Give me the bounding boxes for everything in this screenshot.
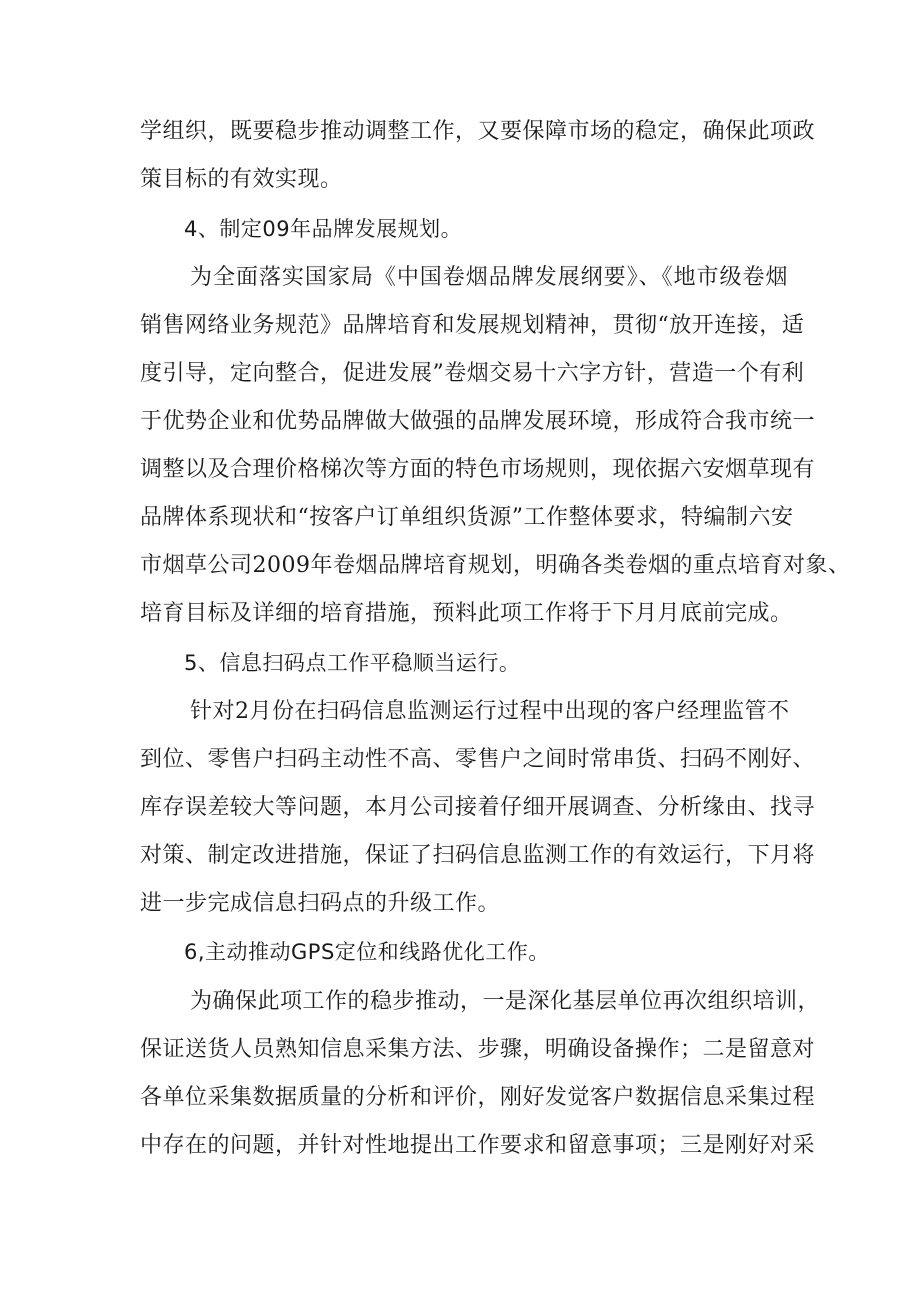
paragraph-line: 调整以及合理价格梯次等方面的特色市场规则，现依据六安烟草现有 [140, 457, 816, 482]
paragraph-line: 度引导，定向整合，促进发展”卷烟交易十六字方针，营造一个有利 [140, 361, 805, 386]
paragraph-line: 为确保此项工作的稳步推动，一是深化基层单位再次组织培训， [190, 989, 821, 1014]
paragraph-line: 对策、制定改进措施，保证了扫码信息监测工作的有效运行，下月将 [140, 843, 816, 868]
paragraph-line: 培育目标及详细的培育措施，预料此项工作将于下月月底前完成。 [140, 601, 793, 626]
paragraph-line: 策目标的有效实现。 [140, 167, 343, 192]
paragraph-line: 为全面落实国家局《中国卷烟品牌发展纲要》、《地市级卷烟 [190, 265, 788, 290]
paragraph-line: 各单位采集数据质量的分析和评价，刚好发觉客户数据信息采集过程 [140, 1085, 816, 1110]
paragraph-line: 品牌体系现状和“按客户订单组织货源”工作整体要求，特编制六安 [140, 505, 794, 530]
section-heading: 4、制定09年品牌发展规划。 [184, 217, 463, 241]
section-heading: 6,主动推动GPS定位和线路优化工作。 [184, 940, 550, 964]
section-heading: 5、信息扫码点工作平稳顺当运行。 [184, 651, 521, 675]
paragraph-line: 进一步完成信息扫码点的升级工作。 [140, 891, 501, 916]
paragraph-line: 于优势企业和优势品牌做大做强的品牌发展环境，形成符合我市统一 [140, 409, 816, 434]
paragraph-line: 中存在的问题，并针对性地提出工作要求和留意事项；三是刚好对采 [140, 1133, 816, 1158]
paragraph-line: 保证送货人员熟知信息采集方法、步骤，明确设备操作；二是留意对 [140, 1037, 816, 1062]
paragraph-line: 到位、零售户扫码主动性不高、零售户之间时常串货、扫码不刚好、 [140, 747, 816, 772]
paragraph-line: 市烟草公司2009年卷烟品牌培育规划，明确各类卷烟的重点培育对象、 [140, 553, 851, 578]
paragraph-line: 销售网络业务规范》品牌培育和发展规划精神，贯彻“放开连接，适 [140, 313, 805, 338]
paragraph-line: 库存误差较大等问题，本月公司接着仔细开展调查、分析缘由、找寻 [140, 795, 816, 820]
paragraph-line: 针对2月份在扫码信息监测运行过程中出现的客户经理监管不 [190, 699, 790, 724]
paragraph-line: 学组织，既要稳步推动调整工作，又要保障市场的稳定，确保此项政 [140, 119, 816, 144]
